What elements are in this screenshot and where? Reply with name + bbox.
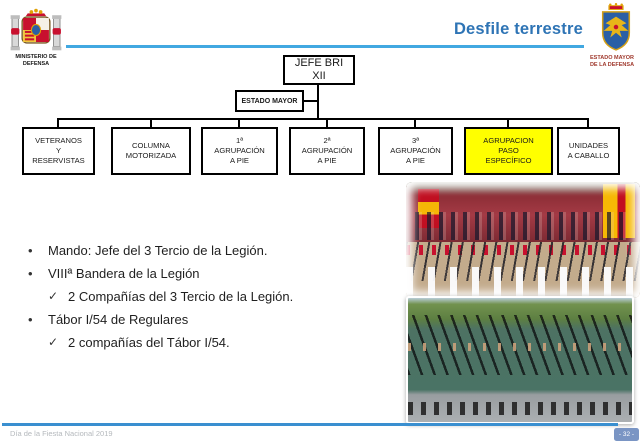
checkmark-icon: ✓ [48,289,59,303]
orgchart-connector-stub [238,120,240,127]
page-number-badge: - 32 - [614,428,639,441]
ministry-coat-of-arms-icon [8,6,64,54]
orgchart-connector-staff [303,100,318,102]
footer-divider [2,423,618,426]
bullet-item [28,243,267,261]
orgchart-connector-stub [150,120,152,127]
orgchart-unit-2-agrupacion-a-pie [289,127,365,175]
photo-crowd-band [415,212,630,240]
ministry-caption [0,54,72,68]
orgchart-connector-stub [57,120,59,127]
emad-emblem-icon [597,3,635,53]
bullet-subitem [48,289,293,307]
photo-faces-texture [408,343,632,352]
orgchart-connector-stub [587,120,589,127]
unit-line: COLUMNA [132,140,170,150]
bullet-text: Tábor I/54 de Regulares [48,312,189,327]
unit-line: 1ª [235,135,244,145]
orgchart-staff-box [235,90,304,112]
orgchart-unit-agrupacion-paso-especifico [464,127,553,175]
orgchart-connector-stub [507,120,509,127]
emad-caption-line2: DE LA DEFENSA [589,62,635,69]
unit-line: A PIE [230,156,249,165]
emad-caption [584,55,640,69]
photo-boots-texture [408,402,632,414]
unit-line: A CABALLO [567,151,610,160]
unit-line: Y [55,145,62,155]
unit-line: RESERVISTAS [32,156,85,165]
orgchart-connector-stub [414,120,416,127]
photo-regulares-tribune [406,182,640,298]
bullet-item [28,312,188,330]
orgchart-staff-label: ESTADO MAYOR [241,97,298,105]
unit-line: AGRUPACION [483,135,534,145]
unit-line: PASO [498,145,519,155]
unit-line: A PIE [406,156,425,165]
orgchart-unit-1-agrupacion-a-pie [201,127,278,175]
orgchart-root-line1: JEFE BRI [294,57,344,70]
unit-line: 3ª [411,135,420,145]
orgchart-connector-stub [326,120,328,127]
bullet-text: Mando: Jefe del 3 Tercio de la Legión. [48,243,268,258]
orgchart-unit-3-agrupacion-a-pie [378,127,453,175]
unit-line: VETERANOS [35,135,82,145]
photo-white-capes-texture [406,267,640,298]
bullet-item [28,266,200,284]
orgchart-unit-veteranos [22,127,95,175]
bullet-dot-icon: • [28,312,33,327]
photo-troops-band [406,242,640,298]
bullet-subitem [48,335,230,353]
header-divider [66,45,584,48]
slide-title: Desfile terrestre [453,20,583,38]
ministry-caption-line2: DEFENSA [22,61,50,68]
orgchart-unit-columna-motorizada [111,127,191,175]
footer-caption: Día de la Fiesta Nacional 2019 [10,429,113,438]
emad-caption-line1: ESTADO MAYOR [589,55,634,61]
bullet-text: 2 Compañías del 3 Tercio de la Legión. [68,289,294,304]
unit-line: A PIE [317,156,337,165]
unit-line: MOTORIZADA [125,151,177,160]
unit-line: ESPECÍFICO [485,156,532,165]
bullet-text: 2 compañías del Tábor I/54. [68,335,230,350]
unit-line: AGRUPACIÓN [301,145,353,155]
bullet-dot-icon: • [28,243,33,258]
unit-line: 2ª [323,135,331,145]
checkmark-icon: ✓ [48,335,59,349]
ministry-caption-line1: MINISTERIO DE [15,54,57,60]
photo-legion-march [406,296,634,424]
bullet-dot-icon: • [28,266,33,281]
orgchart-root-box [283,55,355,85]
orgchart-connector-horizontal [57,118,589,120]
orgchart-unit-unidades-a-caballo [557,127,620,175]
unit-line: AGRUPACIÓN [214,145,265,155]
unit-line: AGRUPACIÓN [390,145,441,155]
unit-line: UNIDADES [568,140,609,150]
orgchart-root-line2: XII [312,70,326,82]
bullet-text: VIIIª Bandera de la Legión [48,266,200,281]
